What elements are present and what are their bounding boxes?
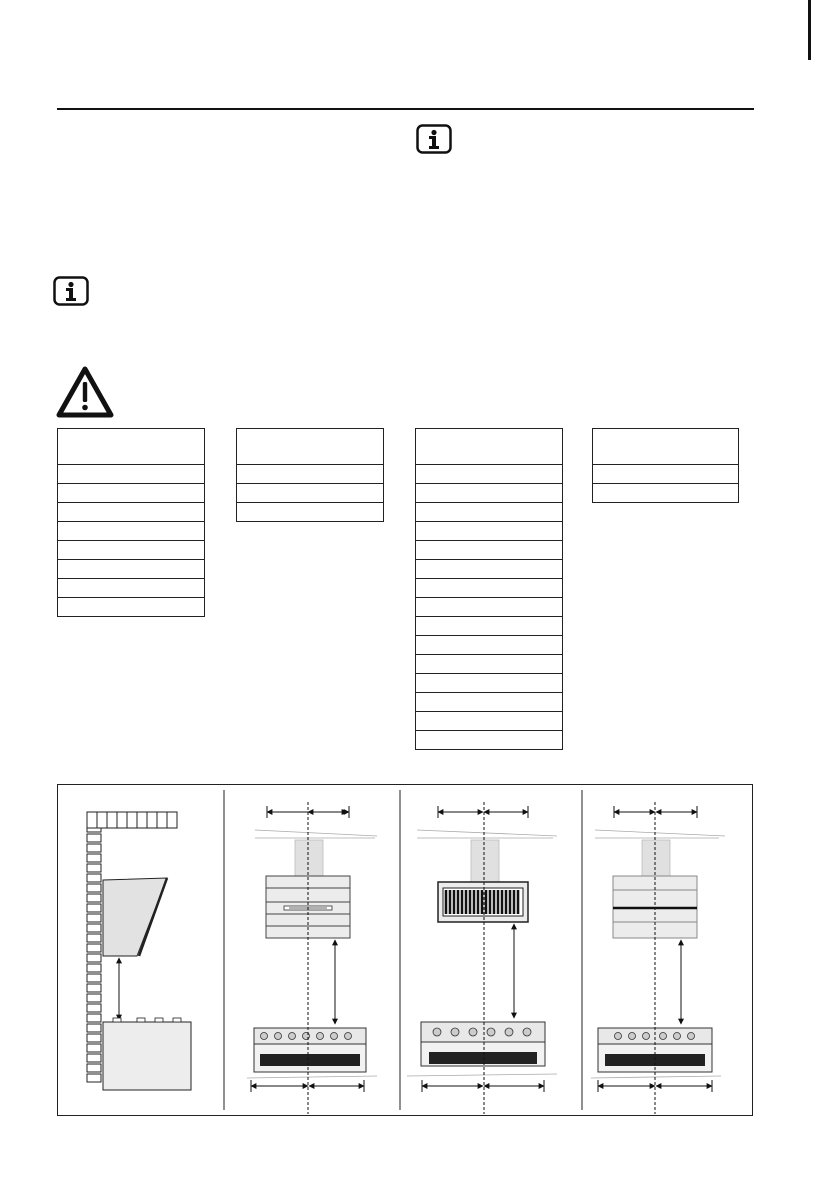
table-row [593, 484, 739, 503]
table-2 [236, 428, 384, 522]
table-row [416, 636, 563, 655]
table-row [237, 503, 384, 522]
table-row [416, 484, 563, 503]
table-row [416, 617, 563, 636]
table-3 [415, 428, 563, 750]
table-header [237, 429, 384, 465]
table-row [416, 579, 563, 598]
crop-mark [808, 0, 811, 60]
hood-type-1-front [247, 802, 377, 1114]
table-row [416, 655, 563, 674]
top-rule [57, 108, 754, 110]
table-1 [57, 428, 205, 617]
table-row [416, 674, 563, 693]
table-row [58, 560, 205, 579]
table-row [237, 484, 384, 503]
table-row [416, 712, 563, 731]
table-row [416, 503, 563, 522]
installation-diagram [57, 784, 753, 1116]
table-row [416, 693, 563, 712]
table-row [58, 503, 205, 522]
hood-type-3-front [591, 802, 725, 1114]
installation-figure [57, 784, 753, 1116]
warning-icon [55, 365, 115, 420]
table-row [237, 465, 384, 484]
table-row [58, 598, 205, 617]
table-header [416, 429, 563, 465]
info-icon [53, 276, 89, 306]
table-row [58, 579, 205, 598]
table-row [593, 465, 739, 484]
table-row [58, 465, 205, 484]
hood-type-2-front [407, 802, 557, 1114]
table-row [58, 484, 205, 503]
table-row [416, 541, 563, 560]
table-row [416, 598, 563, 617]
table-row [416, 560, 563, 579]
table-row [58, 522, 205, 541]
info-icon [416, 124, 452, 154]
table-row [416, 465, 563, 484]
table-row [58, 541, 205, 560]
wall-side-view [87, 812, 191, 1090]
table-row [416, 731, 563, 750]
table-4 [592, 428, 739, 503]
table-row [416, 522, 563, 541]
table-header [593, 429, 739, 465]
table-header [58, 429, 205, 465]
